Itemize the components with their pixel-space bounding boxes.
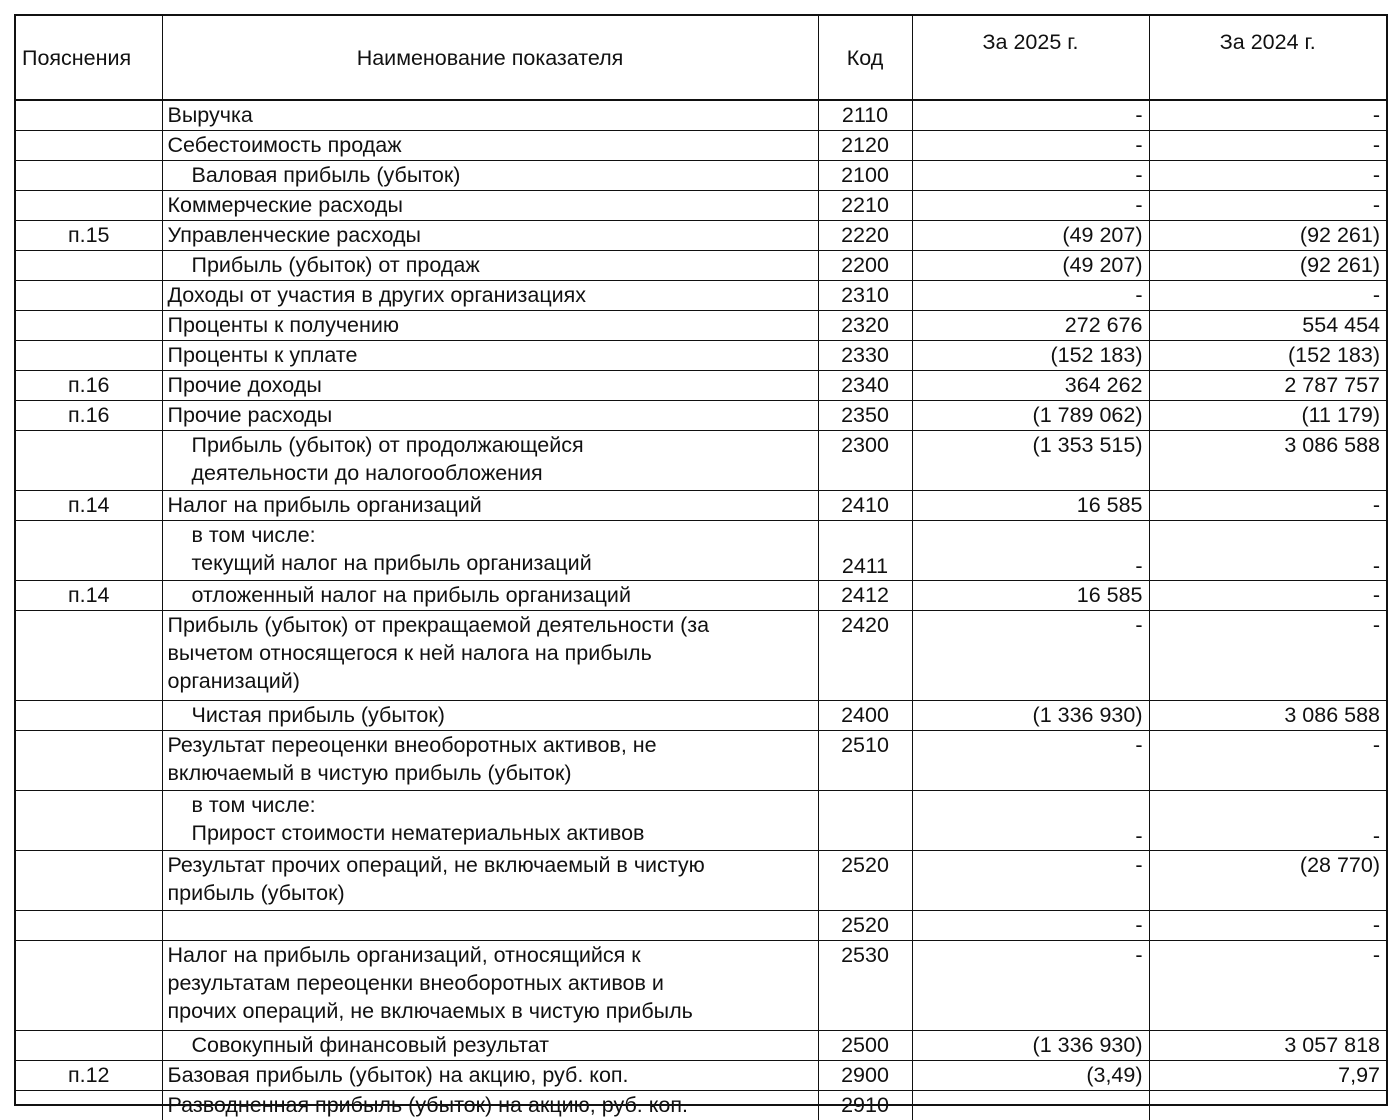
indicator-name: Себестоимость продаж — [162, 130, 818, 160]
table-row — [16, 220, 1386, 250]
value-2024: (92 261) — [1149, 220, 1386, 250]
name-line: Результат прочих операций, не включаемый в чистую — [167, 852, 705, 877]
value-2025: 16 585 — [912, 490, 1149, 520]
note-cell: п.14 — [16, 580, 162, 610]
note-cell — [16, 250, 162, 280]
value-2025: - — [912, 520, 1149, 580]
table-row — [16, 370, 1386, 400]
indicator-name: Проценты к уплате — [162, 340, 818, 370]
note-cell: п.14 — [16, 490, 162, 520]
name-line: результатам переоценки внеоборотных активов и — [167, 970, 664, 995]
header-year-2025: За 2025 г. — [912, 16, 1149, 100]
indicator-name: Базовая прибыль (убыток) на акцию, руб. коп. — [162, 1060, 818, 1090]
indicator-name — [162, 910, 818, 940]
table-row — [16, 100, 1386, 130]
indicator-name: Прибыль (убыток) от продаж — [162, 250, 818, 280]
code-cell: 2300 — [818, 430, 912, 490]
value-2024: - — [1149, 490, 1386, 520]
table-row — [16, 280, 1386, 310]
table-row — [16, 160, 1386, 190]
code-cell: 2900 — [818, 1060, 912, 1090]
code-cell: 2530 — [818, 940, 912, 1030]
note-cell — [16, 1030, 162, 1060]
name-line: Результат переоценки внеоборотных активов, не — [167, 732, 657, 757]
note-cell — [16, 790, 162, 850]
code-cell: 2320 — [818, 310, 912, 340]
code-cell: 2500 — [818, 1030, 912, 1060]
code-cell: 2520 — [818, 850, 912, 910]
code-cell: 2420 — [818, 610, 912, 700]
value-2025: - — [912, 910, 1149, 940]
indicator-name: Валовая прибыль (убыток) — [162, 160, 818, 190]
note-cell — [16, 520, 162, 580]
value-2024: - — [1149, 790, 1386, 850]
value-2024: (152 183) — [1149, 340, 1386, 370]
value-2025: (1 353 515) — [912, 430, 1149, 490]
value-2025: - — [912, 100, 1149, 130]
value-2024: - — [1149, 190, 1386, 220]
indicator-name: отложенный налог на прибыль организаций — [162, 580, 818, 610]
note-cell — [16, 130, 162, 160]
name-line: в том числе: — [191, 522, 316, 547]
indicator-name: Выручка — [162, 100, 818, 130]
financial-results-report — [14, 14, 1388, 1117]
code-cell: 2210 — [818, 190, 912, 220]
code-cell: 2120 — [818, 130, 912, 160]
indicator-name — [162, 520, 818, 580]
table-row — [16, 790, 1386, 850]
value-2024: 3 086 588 — [1149, 700, 1386, 730]
name-line: включаемый в чистую прибыль (убыток) — [167, 760, 572, 785]
value-2024: (28 770) — [1149, 850, 1386, 910]
value-2025: - — [912, 130, 1149, 160]
table-row — [16, 430, 1386, 490]
value-2025: (1 336 930) — [912, 1030, 1149, 1060]
table-row — [16, 610, 1386, 700]
indicator-name: Разводненная прибыль (убыток) на акцию, руб. коп. — [162, 1090, 818, 1120]
indicator-name: Налог на прибыль организаций — [162, 490, 818, 520]
value-2025: - — [912, 940, 1149, 1030]
code-cell: 2412 — [818, 580, 912, 610]
name-line: в том числе: — [191, 792, 316, 817]
header-year-2024: За 2024 г. — [1149, 16, 1386, 100]
note-cell: п.16 — [16, 370, 162, 400]
name-line: текущий налог на прибыль организаций — [191, 550, 592, 575]
note-cell — [16, 100, 162, 130]
indicator-name — [162, 730, 818, 790]
table-row — [16, 400, 1386, 430]
table-row — [16, 490, 1386, 520]
note-cell — [16, 430, 162, 490]
note-cell — [16, 910, 162, 940]
value-2025: (152 183) — [912, 340, 1149, 370]
code-cell: 2310 — [818, 280, 912, 310]
value-2025: 16 585 — [912, 580, 1149, 610]
table-row — [16, 310, 1386, 340]
value-2025: (49 207) — [912, 220, 1149, 250]
value-2025: - — [912, 610, 1149, 700]
code-cell: 2520 — [818, 910, 912, 940]
indicator-name — [162, 850, 818, 910]
note-cell — [16, 160, 162, 190]
value-2024: (92 261) — [1149, 250, 1386, 280]
value-2025: (1 789 062) — [912, 400, 1149, 430]
code-cell: 2410 — [818, 490, 912, 520]
value-2025: - — [912, 190, 1149, 220]
value-2025: (3,49) — [912, 1060, 1149, 1090]
note-cell — [16, 280, 162, 310]
value-2025: - — [912, 850, 1149, 910]
value-2024: - — [1149, 100, 1386, 130]
indicator-name: Управленческие расходы — [162, 220, 818, 250]
value-2024: - — [1149, 130, 1386, 160]
code-cell: 2110 — [818, 100, 912, 130]
table-row — [16, 1030, 1386, 1060]
value-2024: 7,97 — [1149, 1060, 1386, 1090]
table-row — [16, 940, 1386, 1030]
value-2024: (11 179) — [1149, 400, 1386, 430]
value-2024: 554 454 — [1149, 310, 1386, 340]
table-row — [16, 250, 1386, 280]
value-2025: 364 262 — [912, 370, 1149, 400]
table-row — [16, 580, 1386, 610]
code-cell: 2340 — [818, 370, 912, 400]
note-cell: п.16 — [16, 400, 162, 430]
header-code: Код — [818, 16, 912, 100]
value-2024: - — [1149, 940, 1386, 1030]
indicator-name — [162, 610, 818, 700]
value-2025: - — [912, 160, 1149, 190]
name-line: прочих операций, не включаемых в чистую прибыль — [167, 998, 693, 1023]
indicator-name: Проценты к получению — [162, 310, 818, 340]
code-cell: 2411 — [818, 520, 912, 580]
header-row — [16, 16, 1386, 100]
table-row — [16, 340, 1386, 370]
value-2024: 3 086 588 — [1149, 430, 1386, 490]
code-cell: 2910 — [818, 1090, 912, 1120]
code-cell: 2510 — [818, 730, 912, 790]
table-row — [16, 1060, 1386, 1090]
income-statement-table — [16, 16, 1386, 1120]
value-2024: 2 787 757 — [1149, 370, 1386, 400]
table-row — [16, 700, 1386, 730]
table-row — [16, 130, 1386, 160]
name-line: Прирост стоимости нематериальных активов — [191, 820, 645, 845]
value-2024: - — [1149, 580, 1386, 610]
value-2025: - — [912, 280, 1149, 310]
note-cell — [16, 340, 162, 370]
name-line: Прибыль (убыток) от продолжающейся — [191, 432, 584, 457]
table-row — [16, 730, 1386, 790]
name-line: вычетом относящегося к ней налога на прибыль — [167, 640, 652, 665]
table-row — [16, 850, 1386, 910]
note-cell — [16, 700, 162, 730]
indicator-name: Коммерческие расходы — [162, 190, 818, 220]
indicator-name: Доходы от участия в других организациях — [162, 280, 818, 310]
code-cell: 2330 — [818, 340, 912, 370]
code-cell: 2220 — [818, 220, 912, 250]
value-2024: - — [1149, 910, 1386, 940]
value-2024: - — [1149, 610, 1386, 700]
value-2025: (1 336 930) — [912, 700, 1149, 730]
code-cell: 2200 — [818, 250, 912, 280]
indicator-name — [162, 940, 818, 1030]
table-row — [16, 520, 1386, 580]
indicator-name: Чистая прибыль (убыток) — [162, 700, 818, 730]
code-cell: 2400 — [818, 700, 912, 730]
value-2024: - — [1149, 520, 1386, 580]
indicator-name: Прочие доходы — [162, 370, 818, 400]
name-line: организаций) — [167, 668, 300, 693]
indicator-name: Совокупный финансовый результат — [162, 1030, 818, 1060]
code-cell: 2350 — [818, 400, 912, 430]
table-row — [16, 910, 1386, 940]
code-cell — [818, 790, 912, 850]
note-cell — [16, 310, 162, 340]
note-cell: п.12 — [16, 1060, 162, 1090]
table-row — [16, 190, 1386, 220]
value-2024: - — [1149, 280, 1386, 310]
value-2024: - — [1149, 730, 1386, 790]
code-cell: 2100 — [818, 160, 912, 190]
header-name: Наименование показателя — [162, 16, 818, 100]
name-line: деятельности до налогообложения — [191, 460, 543, 485]
value-2024: - — [1149, 160, 1386, 190]
value-2025: (49 207) — [912, 250, 1149, 280]
header-notes: Пояснения — [16, 16, 162, 100]
value-2025: - — [912, 730, 1149, 790]
name-line: Налог на прибыль организаций, относящийся к — [167, 942, 641, 967]
note-cell — [16, 730, 162, 790]
note-cell — [16, 610, 162, 700]
value-2025: - — [912, 790, 1149, 850]
indicator-name — [162, 430, 818, 490]
note-cell — [16, 850, 162, 910]
note-cell — [16, 940, 162, 1030]
name-line: Прибыль (убыток) от прекращаемой деятельности (за — [167, 612, 710, 637]
name-line: прибыль (убыток) — [167, 880, 345, 905]
note-cell — [16, 190, 162, 220]
value-2025: 272 676 — [912, 310, 1149, 340]
indicator-name — [162, 790, 818, 850]
value-2024: 3 057 818 — [1149, 1030, 1386, 1060]
indicator-name: Прочие расходы — [162, 400, 818, 430]
note-cell: п.15 — [16, 220, 162, 250]
